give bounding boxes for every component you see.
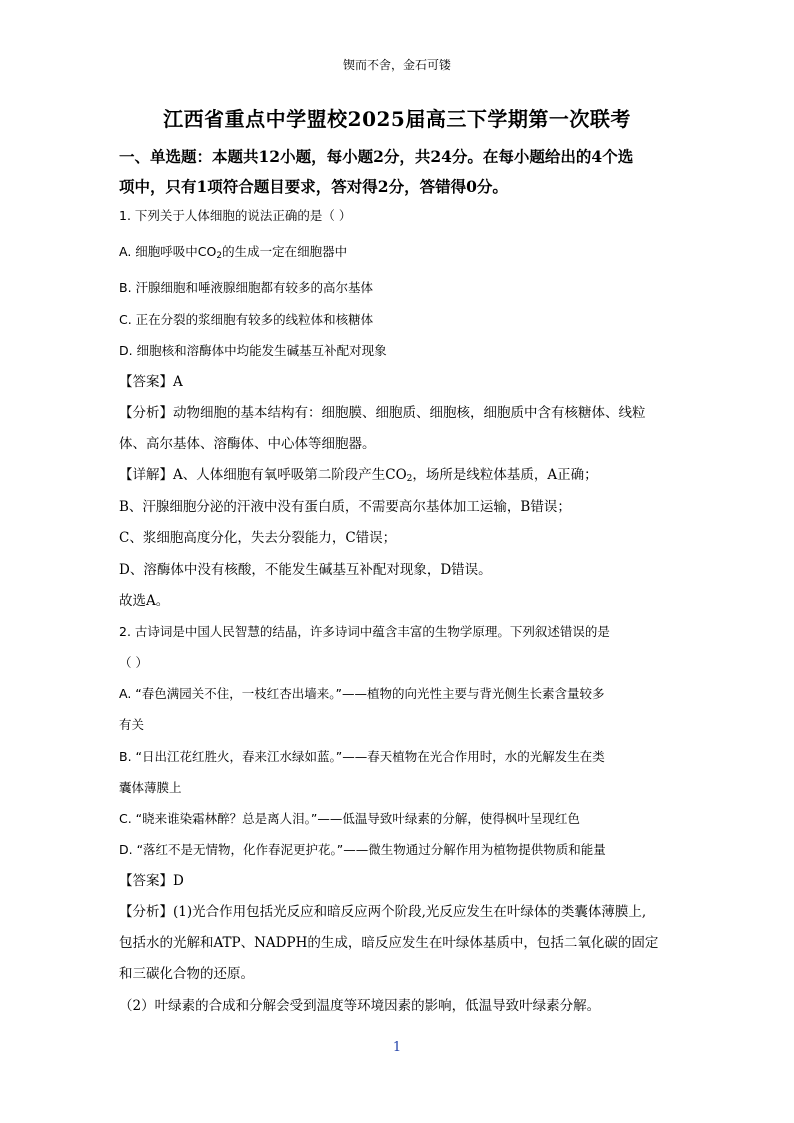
q2-option-c: C. “晓来谁染霜林醉？总是离人泪。”——低温导致叶绿素的分解，使得枫叶呈现红色 <box>119 811 580 826</box>
exam-title: 江西省重点中学盟校2025届高三下学期第一次联考 <box>163 107 631 131</box>
q1-option-b: B. 汗腺细胞和唾液腺细胞都有较多的高尔基体 <box>119 280 374 295</box>
q2-analysis-line-3: 和三碳化合物的还原。 <box>119 966 254 982</box>
q1-option-a-text-end: 的生成一定在细胞器中 <box>222 244 348 259</box>
q1-detail-b: B、汗腺细胞分泌的汗液中没有蛋白质，不需要高尔基体加工运输，B错误； <box>119 499 571 515</box>
q1-option-d: D. 细胞核和溶酶体中均能发生碱基互补配对现象 <box>119 343 387 358</box>
q2-analysis-line-2: 包括水的光解和ATP、NADPH的生成，暗反应发生在叶绿体基质中，包括二氧化碳的固定 <box>119 935 659 951</box>
q1-detail-a-subscript: 2 <box>406 474 413 484</box>
q2-analysis-line-1: 【分析】(1)光合作用包括光反应和暗反应两个阶段,光反应发生在叶绿体的类囊体薄膜上, <box>119 904 647 920</box>
page-header-motto: 锲而不舍，金石可镂 <box>342 58 451 72</box>
q2-option-a-line-1: A. “春色满园关不住，一枝红杏出墙来。”——植物的向光性主要与背光侧生长素含量较多 <box>119 686 605 701</box>
section-heading-line-1: 一、单选题：本题共12小题，每小题2分，共24分。在每小题给出的4个选 <box>119 147 634 166</box>
q2-stem-line-1: 2. 古诗词是中国人民智慧的结晶，许多诗词中蕴含丰富的生物学原理。下列叙述错误的是 <box>119 624 610 639</box>
section-heading <box>119 142 679 202</box>
q1-answer: 【答案】A <box>119 374 183 390</box>
q1-detail-c: C、浆细胞高度分化，失去分裂能力，C错误； <box>119 530 397 546</box>
q1-detail-a-text-end: ，场所是线粒体基质，A正确； <box>412 467 598 483</box>
q1-analysis-line-2: 体、高尔基体、溶酶体、中心体等细胞器。 <box>119 436 376 452</box>
q1-detail-a-text: 【详解】A、人体细胞有氧呼吸第二阶段产生CO <box>119 467 407 483</box>
q2-option-d: D. “落红不是无情物，化作春泥更护花。”——微生物通过分解作用为植物提供物质和能量 <box>119 842 606 857</box>
page-number: 1 <box>392 1040 402 1055</box>
q1-detail-a <box>119 465 679 489</box>
q1-option-a-subscript: 2 <box>216 251 223 261</box>
q1-stem: 1. 下列关于人体细胞的说法正确的是（ ） <box>119 208 352 223</box>
section-heading-line-2: 项中，只有1项符合题目要求，答对得2分，答错得0分。 <box>119 177 508 196</box>
q1-option-a <box>119 242 679 266</box>
q1-conclusion: 故选A。 <box>119 593 170 609</box>
q2-option-b-line-2: 囊体薄膜上 <box>119 780 182 795</box>
q1-option-a-text: A. 细胞呼吸中CO <box>119 244 217 259</box>
q2-stem-line-2: （ ） <box>119 655 148 670</box>
q1-option-c: C. 正在分裂的浆细胞有较多的线粒体和核糖体 <box>119 312 374 327</box>
q2-answer: 【答案】D <box>119 873 184 889</box>
q2-option-b-line-1: B. “日出江花红胜火，春来江水绿如蓝。”——春天植物在光合作用时，水的光解发生在类 <box>119 749 605 764</box>
q1-detail-d: D、溶酶体中没有核酸，不能发生碱基互补配对现象，D错误。 <box>119 562 492 578</box>
q2-option-a-line-2: 有关 <box>119 717 145 732</box>
q2-analysis-line-4: （2）叶绿素的合成和分解会受到温度等环境因素的影响，低温导致叶绿素分解。 <box>119 998 601 1014</box>
q1-analysis-line-1: 【分析】动物细胞的基本结构有：细胞膜、细胞质、细胞核，细胞质中含有核糖体、线粒 <box>119 405 646 421</box>
